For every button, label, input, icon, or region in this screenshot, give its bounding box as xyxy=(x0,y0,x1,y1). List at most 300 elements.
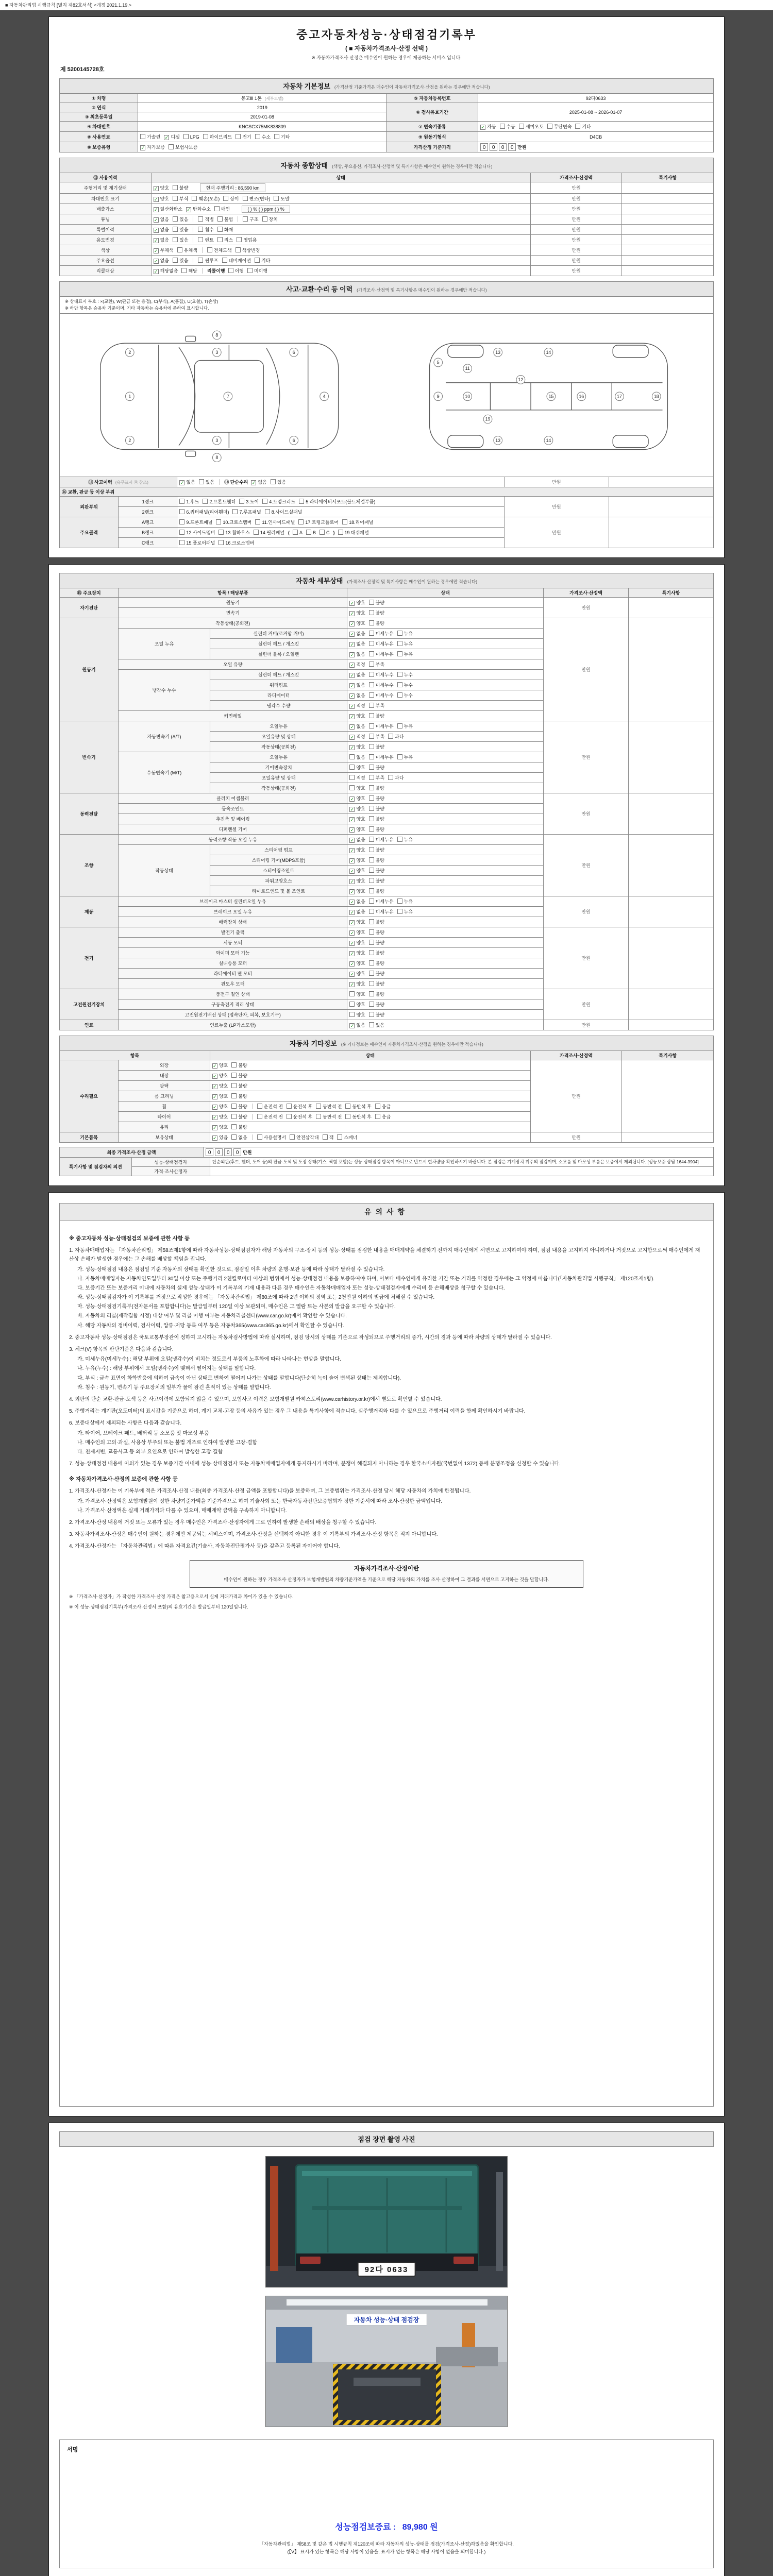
unchecked-checkbox-icon[interactable] xyxy=(369,806,374,811)
unchecked-checkbox-icon[interactable] xyxy=(369,765,374,770)
unchecked-checkbox-icon[interactable] xyxy=(173,216,178,222)
checked-checkbox-icon[interactable]: ✓ xyxy=(350,951,355,957)
checkbox-option[interactable] xyxy=(349,877,365,884)
unchecked-checkbox-icon[interactable] xyxy=(345,1114,350,1119)
unchecked-checkbox-icon[interactable] xyxy=(287,1104,292,1109)
checkbox-option[interactable] xyxy=(198,257,218,264)
unchecked-checkbox-icon[interactable] xyxy=(388,734,393,739)
unchecked-checkbox-icon[interactable] xyxy=(369,795,374,801)
unchecked-checkbox-icon[interactable] xyxy=(198,237,203,242)
unchecked-checkbox-icon[interactable] xyxy=(231,1093,237,1098)
checkbox-option[interactable] xyxy=(231,1082,247,1089)
checkbox-option[interactable] xyxy=(349,754,365,760)
checkbox-option[interactable] xyxy=(575,123,591,130)
checkbox-option[interactable] xyxy=(223,195,239,202)
unchecked-checkbox-icon[interactable] xyxy=(369,713,374,718)
unchecked-checkbox-icon[interactable] xyxy=(219,530,224,535)
checked-checkbox-icon[interactable]: ✓ xyxy=(251,480,256,486)
checkbox-option[interactable] xyxy=(345,1113,371,1120)
checkbox-option[interactable] xyxy=(257,1113,283,1120)
checkbox-option[interactable] xyxy=(179,498,199,505)
unchecked-checkbox-icon[interactable] xyxy=(320,530,325,535)
unchecked-checkbox-icon[interactable] xyxy=(262,499,267,504)
checked-checkbox-icon[interactable]: ✓ xyxy=(350,941,355,946)
checkbox-option[interactable] xyxy=(349,743,365,750)
checkbox-option[interactable] xyxy=(375,1113,391,1120)
checked-checkbox-icon[interactable]: ✓ xyxy=(350,632,355,637)
checkbox-option[interactable] xyxy=(217,216,233,223)
checkbox-option[interactable] xyxy=(164,133,179,140)
checked-checkbox-icon[interactable]: ✓ xyxy=(164,135,169,140)
checkbox-option[interactable] xyxy=(500,123,515,130)
checkbox-option[interactable] xyxy=(519,123,544,130)
unchecked-checkbox-icon[interactable] xyxy=(369,1002,374,1007)
unchecked-checkbox-icon[interactable] xyxy=(203,134,208,139)
checked-checkbox-icon[interactable]: ✓ xyxy=(154,197,158,202)
checkbox-option[interactable] xyxy=(257,1103,283,1110)
checkbox-option[interactable] xyxy=(349,929,365,936)
unchecked-checkbox-icon[interactable] xyxy=(243,216,248,222)
checkbox-option[interactable] xyxy=(349,599,365,606)
checkbox-option[interactable] xyxy=(369,1022,384,1028)
checkbox-option[interactable] xyxy=(232,509,261,515)
checked-checkbox-icon[interactable]: ✓ xyxy=(154,217,158,223)
checked-checkbox-icon[interactable]: ✓ xyxy=(350,683,355,689)
unchecked-checkbox-icon[interactable] xyxy=(257,1114,262,1119)
unchecked-checkbox-icon[interactable] xyxy=(369,981,374,986)
checkbox-option[interactable] xyxy=(154,247,174,253)
checkbox-option[interactable] xyxy=(236,247,260,253)
checked-checkbox-icon[interactable]: ✓ xyxy=(350,827,355,833)
unchecked-checkbox-icon[interactable] xyxy=(231,1124,237,1129)
unchecked-checkbox-icon[interactable] xyxy=(257,1104,262,1109)
unchecked-checkbox-icon[interactable] xyxy=(203,499,208,504)
checked-checkbox-icon[interactable]: ✓ xyxy=(350,642,355,648)
checkbox-option[interactable] xyxy=(154,236,169,243)
unchecked-checkbox-icon[interactable] xyxy=(369,620,374,625)
checkbox-option[interactable] xyxy=(369,816,384,822)
checkbox-option[interactable] xyxy=(369,1001,384,1008)
unchecked-checkbox-icon[interactable] xyxy=(254,530,259,535)
checked-checkbox-icon[interactable]: ✓ xyxy=(187,207,191,212)
checkbox-option[interactable] xyxy=(369,743,384,750)
checkbox-option[interactable] xyxy=(231,1134,247,1141)
checked-checkbox-icon[interactable]: ✓ xyxy=(350,796,355,802)
checkbox-option[interactable] xyxy=(177,247,197,253)
checkbox-option[interactable] xyxy=(274,195,289,202)
checkbox-option[interactable] xyxy=(349,723,365,730)
checkbox-option[interactable] xyxy=(369,857,384,863)
checked-checkbox-icon[interactable]: ✓ xyxy=(154,269,158,274)
checkbox-option[interactable] xyxy=(369,795,384,802)
unchecked-checkbox-icon[interactable] xyxy=(217,216,223,222)
checkbox-option[interactable] xyxy=(219,529,249,536)
checkbox-option[interactable] xyxy=(231,1124,247,1130)
unchecked-checkbox-icon[interactable] xyxy=(369,1022,374,1027)
checkbox-option[interactable] xyxy=(212,1072,228,1079)
checkbox-option[interactable] xyxy=(186,206,211,212)
unchecked-checkbox-icon[interactable] xyxy=(397,899,402,904)
checkbox-option[interactable] xyxy=(369,846,384,853)
unchecked-checkbox-icon[interactable] xyxy=(231,1114,237,1119)
unchecked-checkbox-icon[interactable] xyxy=(369,775,374,780)
checkbox-option[interactable] xyxy=(212,1134,228,1141)
unchecked-checkbox-icon[interactable] xyxy=(369,929,374,935)
checked-checkbox-icon[interactable]: ✓ xyxy=(350,601,355,606)
checkbox-option[interactable] xyxy=(154,184,169,191)
unchecked-checkbox-icon[interactable] xyxy=(265,509,270,514)
checked-checkbox-icon[interactable]: ✓ xyxy=(213,1063,217,1069)
unchecked-checkbox-icon[interactable] xyxy=(290,1134,295,1140)
checkbox-option[interactable] xyxy=(212,1124,228,1130)
checked-checkbox-icon[interactable]: ✓ xyxy=(213,1074,217,1079)
unchecked-checkbox-icon[interactable] xyxy=(369,847,374,852)
checkbox-option[interactable] xyxy=(320,530,330,535)
unchecked-checkbox-icon[interactable] xyxy=(217,227,223,232)
checked-checkbox-icon[interactable]: ✓ xyxy=(213,1105,217,1110)
unchecked-checkbox-icon[interactable] xyxy=(179,519,184,524)
checkbox-option[interactable] xyxy=(547,123,572,130)
unchecked-checkbox-icon[interactable] xyxy=(255,258,260,263)
unchecked-checkbox-icon[interactable] xyxy=(349,785,355,790)
checked-checkbox-icon[interactable]: ✓ xyxy=(350,663,355,668)
checkbox-option[interactable] xyxy=(255,133,271,140)
unchecked-checkbox-icon[interactable] xyxy=(214,206,220,211)
unchecked-checkbox-icon[interactable] xyxy=(349,754,355,759)
checked-checkbox-icon[interactable]: ✓ xyxy=(350,838,355,843)
unchecked-checkbox-icon[interactable] xyxy=(243,196,248,201)
checkbox-option[interactable] xyxy=(239,498,259,505)
unchecked-checkbox-icon[interactable] xyxy=(369,785,374,790)
unchecked-checkbox-icon[interactable] xyxy=(397,909,402,914)
checked-checkbox-icon[interactable]: ✓ xyxy=(213,1136,217,1141)
checkbox-option[interactable] xyxy=(349,950,365,956)
checkbox-option[interactable] xyxy=(154,206,182,212)
checkbox-option[interactable] xyxy=(212,1093,228,1099)
checked-checkbox-icon[interactable]: ✓ xyxy=(213,1094,217,1100)
checkbox-option[interactable] xyxy=(237,236,257,243)
unchecked-checkbox-icon[interactable] xyxy=(349,1002,355,1007)
unchecked-checkbox-icon[interactable] xyxy=(239,499,244,504)
checked-checkbox-icon[interactable]: ✓ xyxy=(154,228,158,233)
checkbox-option[interactable] xyxy=(243,195,271,202)
unchecked-checkbox-icon[interactable] xyxy=(369,610,374,615)
unchecked-checkbox-icon[interactable] xyxy=(222,258,227,263)
unchecked-checkbox-icon[interactable] xyxy=(397,754,402,759)
checkbox-option[interactable] xyxy=(369,671,394,678)
unchecked-checkbox-icon[interactable] xyxy=(342,519,347,524)
unchecked-checkbox-icon[interactable] xyxy=(369,651,374,656)
checked-checkbox-icon[interactable]: ✓ xyxy=(350,910,355,916)
checkbox-option[interactable] xyxy=(349,980,365,987)
unchecked-checkbox-icon[interactable] xyxy=(369,991,374,996)
unchecked-checkbox-icon[interactable] xyxy=(369,909,374,914)
checkbox-option[interactable] xyxy=(183,134,199,140)
checked-checkbox-icon[interactable]: ✓ xyxy=(350,879,355,885)
checkbox-option[interactable] xyxy=(349,919,365,925)
checkbox-option[interactable] xyxy=(198,226,213,233)
checkbox-option[interactable] xyxy=(369,661,384,668)
unchecked-checkbox-icon[interactable] xyxy=(369,950,374,955)
unchecked-checkbox-icon[interactable] xyxy=(232,509,238,514)
checkbox-option[interactable] xyxy=(255,519,295,526)
unchecked-checkbox-icon[interactable] xyxy=(217,237,223,242)
checkbox-option[interactable] xyxy=(306,530,316,535)
checkbox-option[interactable] xyxy=(179,479,195,485)
unchecked-checkbox-icon[interactable] xyxy=(369,754,374,759)
checkbox-option[interactable] xyxy=(181,267,197,274)
checkbox-option[interactable] xyxy=(349,671,365,678)
checkbox-option[interactable] xyxy=(349,785,365,791)
checkbox-option[interactable] xyxy=(369,702,384,709)
checked-checkbox-icon[interactable]: ✓ xyxy=(350,735,355,740)
checkbox-option[interactable] xyxy=(342,519,373,526)
checkbox-option[interactable] xyxy=(397,682,413,688)
checked-checkbox-icon[interactable]: ✓ xyxy=(350,1023,355,1029)
checkbox-option[interactable] xyxy=(349,661,365,668)
checkbox-option[interactable] xyxy=(323,1134,334,1141)
checkbox-option[interactable] xyxy=(198,236,213,243)
unchecked-checkbox-icon[interactable] xyxy=(257,1134,262,1140)
checkbox-option[interactable] xyxy=(349,713,365,719)
checkbox-option[interactable] xyxy=(349,774,365,781)
unchecked-checkbox-icon[interactable] xyxy=(369,1012,374,1017)
checkbox-option[interactable] xyxy=(179,519,212,526)
unchecked-checkbox-icon[interactable] xyxy=(271,479,276,484)
checkbox-option[interactable] xyxy=(397,640,413,647)
checkbox-option[interactable] xyxy=(255,257,270,264)
checkbox-option[interactable] xyxy=(349,826,365,833)
checked-checkbox-icon[interactable]: ✓ xyxy=(350,652,355,658)
unchecked-checkbox-icon[interactable] xyxy=(169,144,174,149)
checkbox-option[interactable] xyxy=(173,226,188,233)
checkbox-option[interactable] xyxy=(349,1011,365,1018)
unchecked-checkbox-icon[interactable] xyxy=(306,530,311,535)
checkbox-option[interactable] xyxy=(243,216,258,223)
unchecked-checkbox-icon[interactable] xyxy=(231,1062,237,1067)
checked-checkbox-icon[interactable]: ✓ xyxy=(350,745,355,751)
unchecked-checkbox-icon[interactable] xyxy=(397,682,402,687)
checkbox-option[interactable] xyxy=(290,1134,318,1141)
unchecked-checkbox-icon[interactable] xyxy=(369,940,374,945)
checkbox-option[interactable] xyxy=(298,519,339,526)
unchecked-checkbox-icon[interactable] xyxy=(173,185,178,190)
checkbox-option[interactable] xyxy=(375,1103,391,1110)
unchecked-checkbox-icon[interactable] xyxy=(375,1114,380,1119)
checkbox-option[interactable] xyxy=(231,1072,247,1079)
checked-checkbox-icon[interactable]: ✓ xyxy=(154,248,158,253)
checkbox-option[interactable] xyxy=(369,980,384,987)
checkbox-option[interactable] xyxy=(369,609,384,616)
checkbox-option[interactable] xyxy=(169,144,197,150)
checkbox-option[interactable] xyxy=(212,1062,228,1069)
checkbox-option[interactable] xyxy=(397,630,413,637)
checkbox-option[interactable] xyxy=(257,1134,286,1141)
unchecked-checkbox-icon[interactable] xyxy=(323,1134,328,1140)
checkbox-option[interactable] xyxy=(349,960,365,967)
checkbox-option[interactable] xyxy=(349,898,365,905)
unchecked-checkbox-icon[interactable] xyxy=(397,651,402,656)
checked-checkbox-icon[interactable]: ✓ xyxy=(481,125,485,130)
checkbox-option[interactable] xyxy=(140,133,160,140)
checkbox-option[interactable] xyxy=(173,195,188,202)
checkbox-option[interactable] xyxy=(349,857,365,863)
unchecked-checkbox-icon[interactable] xyxy=(274,134,279,139)
checkbox-option[interactable] xyxy=(369,939,384,946)
unchecked-checkbox-icon[interactable] xyxy=(388,775,393,780)
checkbox-option[interactable] xyxy=(349,1022,365,1028)
checkbox-option[interactable] xyxy=(349,1001,365,1008)
checkbox-option[interactable] xyxy=(369,991,384,997)
checkbox-option[interactable] xyxy=(397,692,413,699)
unchecked-checkbox-icon[interactable] xyxy=(219,540,224,545)
checkbox-option[interactable] xyxy=(369,929,384,936)
checkbox-option[interactable] xyxy=(349,836,365,843)
checkbox-option[interactable] xyxy=(173,216,188,223)
checkbox-option[interactable] xyxy=(254,529,284,536)
checkbox-option[interactable] xyxy=(397,723,413,730)
unchecked-checkbox-icon[interactable] xyxy=(397,631,402,636)
checkbox-option[interactable] xyxy=(192,195,220,202)
checkbox-option[interactable] xyxy=(397,908,413,915)
checkbox-option[interactable] xyxy=(369,877,384,884)
checkbox-option[interactable] xyxy=(369,950,384,956)
checked-checkbox-icon[interactable]: ✓ xyxy=(154,186,158,191)
unchecked-checkbox-icon[interactable] xyxy=(369,878,374,883)
unchecked-checkbox-icon[interactable] xyxy=(207,247,212,252)
checkbox-option[interactable] xyxy=(349,640,365,647)
checkbox-option[interactable] xyxy=(271,479,286,485)
unchecked-checkbox-icon[interactable] xyxy=(236,247,241,252)
checkbox-option[interactable] xyxy=(480,123,496,130)
unchecked-checkbox-icon[interactable] xyxy=(173,227,178,232)
checkbox-option[interactable] xyxy=(287,1103,312,1110)
unchecked-checkbox-icon[interactable] xyxy=(369,960,374,965)
checkbox-option[interactable] xyxy=(369,826,384,833)
checkbox-option[interactable] xyxy=(369,682,394,688)
unchecked-checkbox-icon[interactable] xyxy=(369,857,374,862)
unchecked-checkbox-icon[interactable] xyxy=(397,641,402,646)
checkbox-option[interactable] xyxy=(349,795,365,802)
checkbox-option[interactable] xyxy=(231,1103,247,1110)
checkbox-option[interactable] xyxy=(203,133,232,140)
unchecked-checkbox-icon[interactable] xyxy=(255,519,260,524)
unchecked-checkbox-icon[interactable] xyxy=(369,600,374,605)
checkbox-option[interactable] xyxy=(369,713,384,719)
checked-checkbox-icon[interactable]: ✓ xyxy=(350,693,355,699)
unchecked-checkbox-icon[interactable] xyxy=(369,723,374,728)
checked-checkbox-icon[interactable]: ✓ xyxy=(213,1125,217,1131)
checkbox-option[interactable] xyxy=(247,267,267,274)
checkbox-option[interactable] xyxy=(349,888,365,894)
unchecked-checkbox-icon[interactable] xyxy=(179,530,184,535)
unchecked-checkbox-icon[interactable] xyxy=(397,672,402,677)
checkbox-option[interactable] xyxy=(349,630,365,637)
unchecked-checkbox-icon[interactable] xyxy=(179,540,184,545)
checked-checkbox-icon[interactable]: ✓ xyxy=(350,714,355,720)
unchecked-checkbox-icon[interactable] xyxy=(316,1104,321,1109)
checked-checkbox-icon[interactable]: ✓ xyxy=(154,259,158,264)
unchecked-checkbox-icon[interactable] xyxy=(369,837,374,842)
checked-checkbox-icon[interactable]: ✓ xyxy=(350,930,355,936)
checkbox-option[interactable] xyxy=(397,754,413,760)
checked-checkbox-icon[interactable]: ✓ xyxy=(350,889,355,895)
unchecked-checkbox-icon[interactable] xyxy=(179,509,184,514)
unchecked-checkbox-icon[interactable] xyxy=(369,631,374,636)
checkbox-option[interactable] xyxy=(212,1082,228,1089)
unchecked-checkbox-icon[interactable] xyxy=(179,499,184,504)
unchecked-checkbox-icon[interactable] xyxy=(397,723,402,728)
checkbox-option[interactable] xyxy=(349,733,365,740)
checkbox-option[interactable] xyxy=(369,692,394,699)
checkbox-option[interactable] xyxy=(369,919,384,925)
unchecked-checkbox-icon[interactable] xyxy=(369,641,374,646)
checkbox-option[interactable] xyxy=(369,599,384,606)
checked-checkbox-icon[interactable]: ✓ xyxy=(350,673,355,679)
unchecked-checkbox-icon[interactable] xyxy=(369,826,374,832)
unchecked-checkbox-icon[interactable] xyxy=(547,124,552,129)
unchecked-checkbox-icon[interactable] xyxy=(237,237,242,242)
checked-checkbox-icon[interactable]: ✓ xyxy=(350,704,355,709)
checkbox-option[interactable] xyxy=(369,888,384,894)
unchecked-checkbox-icon[interactable] xyxy=(223,196,228,201)
unchecked-checkbox-icon[interactable] xyxy=(216,519,221,524)
checkbox-option[interactable] xyxy=(231,1062,247,1069)
unchecked-checkbox-icon[interactable] xyxy=(231,1073,237,1078)
checkbox-option[interactable] xyxy=(212,1103,228,1110)
unchecked-checkbox-icon[interactable] xyxy=(231,1083,237,1088)
checkbox-option[interactable] xyxy=(337,1134,357,1141)
unchecked-checkbox-icon[interactable] xyxy=(369,682,374,687)
unchecked-checkbox-icon[interactable] xyxy=(177,247,182,252)
unchecked-checkbox-icon[interactable] xyxy=(338,530,343,535)
checkbox-option[interactable] xyxy=(369,1011,384,1018)
checked-checkbox-icon[interactable]: ✓ xyxy=(350,900,355,905)
checkbox-option[interactable] xyxy=(349,609,365,616)
checkbox-option[interactable] xyxy=(349,682,365,688)
unchecked-checkbox-icon[interactable] xyxy=(140,134,145,139)
checkbox-option[interactable] xyxy=(316,1113,342,1120)
unchecked-checkbox-icon[interactable] xyxy=(231,1104,237,1109)
checkbox-option[interactable] xyxy=(369,620,384,626)
checkbox-option[interactable] xyxy=(349,970,365,977)
unchecked-checkbox-icon[interactable] xyxy=(575,124,580,129)
checkbox-option[interactable] xyxy=(154,257,169,264)
checkbox-option[interactable] xyxy=(397,898,413,905)
checkbox-option[interactable] xyxy=(397,836,413,843)
checkbox-option[interactable] xyxy=(369,785,384,791)
checked-checkbox-icon[interactable]: ✓ xyxy=(350,611,355,617)
checkbox-option[interactable] xyxy=(262,216,278,223)
checkbox-option[interactable] xyxy=(397,651,413,657)
checkbox-option[interactable] xyxy=(214,206,230,212)
checkbox-option[interactable] xyxy=(154,226,169,233)
unchecked-checkbox-icon[interactable] xyxy=(183,134,189,139)
unchecked-checkbox-icon[interactable] xyxy=(349,1012,355,1017)
checkbox-option[interactable] xyxy=(262,498,295,505)
unchecked-checkbox-icon[interactable] xyxy=(274,196,279,201)
unchecked-checkbox-icon[interactable] xyxy=(198,258,203,263)
checkbox-option[interactable] xyxy=(397,671,413,678)
checked-checkbox-icon[interactable]: ✓ xyxy=(350,858,355,864)
checked-checkbox-icon[interactable]: ✓ xyxy=(350,724,355,730)
unchecked-checkbox-icon[interactable] xyxy=(192,196,197,201)
unchecked-checkbox-icon[interactable] xyxy=(262,216,267,222)
checked-checkbox-icon[interactable]: ✓ xyxy=(180,480,184,486)
checkbox-option[interactable] xyxy=(216,519,251,526)
checkbox-option[interactable] xyxy=(154,195,169,202)
checkbox-option[interactable] xyxy=(349,764,365,771)
